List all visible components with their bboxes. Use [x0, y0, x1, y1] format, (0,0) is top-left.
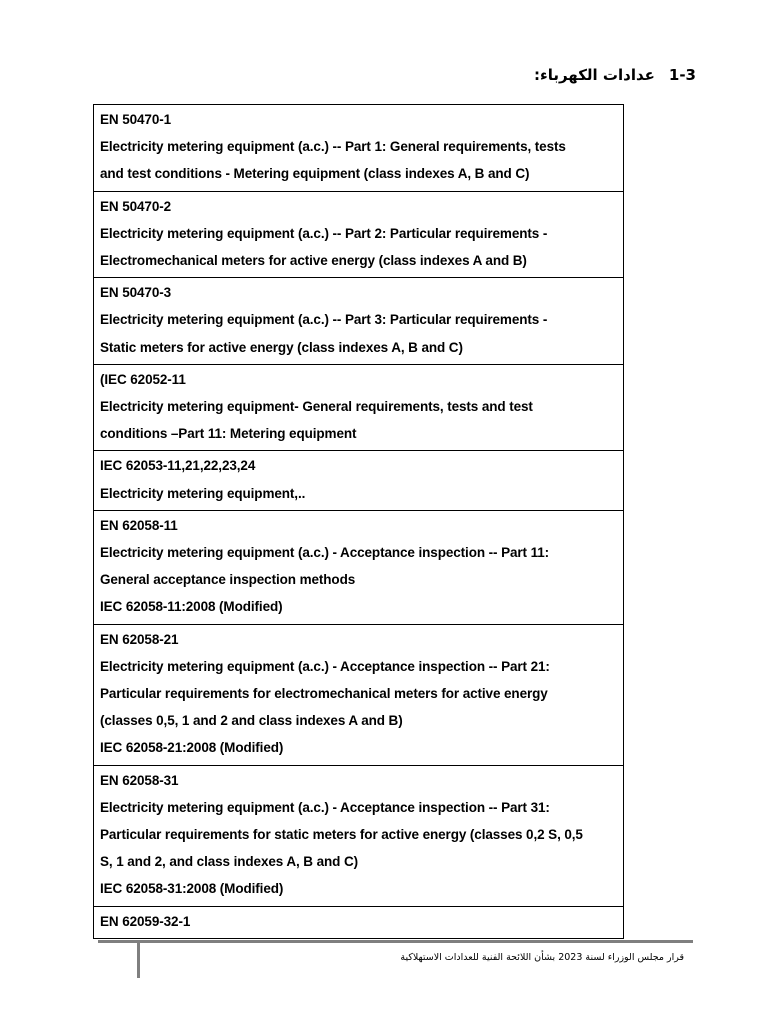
- standard-text-line: Static meters for active energy (class indexes A, B and C): [100, 339, 463, 355]
- standard-code: EN 62058-31: [100, 772, 179, 788]
- standard-cell: [94, 510, 624, 624]
- standards-table: [93, 104, 624, 939]
- standards-table-body: [94, 105, 624, 939]
- standard-text-line: and test conditions - Metering equipment (class indexes A, B and C): [100, 166, 530, 182]
- standard-text-line: Particular requirements for electromechanical meters for active energy: [100, 686, 548, 702]
- footer-tick: [137, 943, 140, 978]
- standard-text-line: IEC 62058-21:2008 (Modified): [100, 740, 284, 756]
- standard-text-line: Electricity metering equipment (a.c.) - Acceptance inspection -- Part 21:: [100, 658, 550, 674]
- standard-cell: [94, 105, 624, 192]
- standard-row: [94, 105, 624, 192]
- standard-row: [94, 191, 624, 278]
- section-title: عدادات الكهرباء:: [534, 66, 655, 84]
- standard-code: (IEC 62052-11: [100, 371, 186, 387]
- footer-rule: [98, 940, 693, 943]
- standard-text-line: Electricity metering equipment (a.c.) - Acceptance inspection -- Part 11:: [100, 545, 550, 561]
- standard-row: [94, 624, 624, 765]
- standard-text-line: Electricity metering equipment (a.c.) -- Part 2: Particular requirements -: [100, 225, 548, 241]
- standard-text-line: Particular requirements for static meters for active energy (classes 0,2 S, 0,5: [100, 827, 583, 843]
- standard-text-line: (classes 0,5, 1 and 2 and class indexes A and B): [100, 713, 403, 729]
- standard-code: EN 62058-11: [100, 517, 178, 533]
- standard-text-line: Electricity metering equipment- General requirements, tests and test: [100, 399, 533, 415]
- standard-code: EN 50470-2: [100, 198, 172, 214]
- standard-text-line: Electricity metering equipment (a.c.) -- Part 3: Particular requirements -: [100, 312, 548, 328]
- standard-text-line: Electricity metering equipment (a.c.) - Acceptance inspection -- Part 31:: [100, 799, 550, 815]
- standard-cell: [94, 624, 624, 765]
- standard-code: EN 50470-1: [100, 112, 172, 127]
- standard-cell: [94, 451, 624, 510]
- standard-row: [94, 510, 624, 624]
- standard-row: [94, 451, 624, 510]
- standard-row: [94, 278, 624, 365]
- standard-text-line: IEC 62058-31:2008 (Modified): [100, 881, 284, 897]
- standard-row: [94, 906, 624, 938]
- standard-row: [94, 364, 624, 451]
- standard-code: EN 62058-21: [100, 631, 179, 647]
- standard-code: EN 62059-32-1: [100, 913, 191, 929]
- standard-code: EN 50470-3: [100, 285, 172, 301]
- standard-cell: [94, 906, 624, 938]
- standard-cell: [94, 191, 624, 278]
- standard-text-line: Electromechanical meters for active energy (class indexes A and B): [100, 253, 527, 269]
- standard-text-line: S, 1 and 2, and class indexes A, B and C): [100, 854, 358, 870]
- standard-cell: [94, 765, 624, 906]
- standard-cell: [94, 278, 624, 365]
- standard-text-line: Electricity metering equipment (a.c.) -- Part 1: General requirements, tests: [100, 139, 566, 155]
- standard-row: [94, 765, 624, 906]
- standard-text-line: IEC 62058-11:2008 (Modified): [100, 599, 283, 615]
- standard-text-line: conditions –Part 11: Metering equipment: [100, 426, 357, 442]
- standard-text-line: Electricity metering equipment,..: [100, 485, 306, 501]
- standard-cell: [94, 364, 624, 451]
- footer-text: قرار مجلس الوزراء لسنة 2023 بشأن اللائحة الفنية للعدادات الاستهلاكية: [400, 952, 684, 963]
- section-number: 1-3: [668, 66, 696, 84]
- section-heading: [534, 66, 696, 84]
- standard-text-line: General acceptance inspection methods: [100, 572, 356, 588]
- standard-code: IEC 62053-11,21,22,23,24: [100, 458, 256, 474]
